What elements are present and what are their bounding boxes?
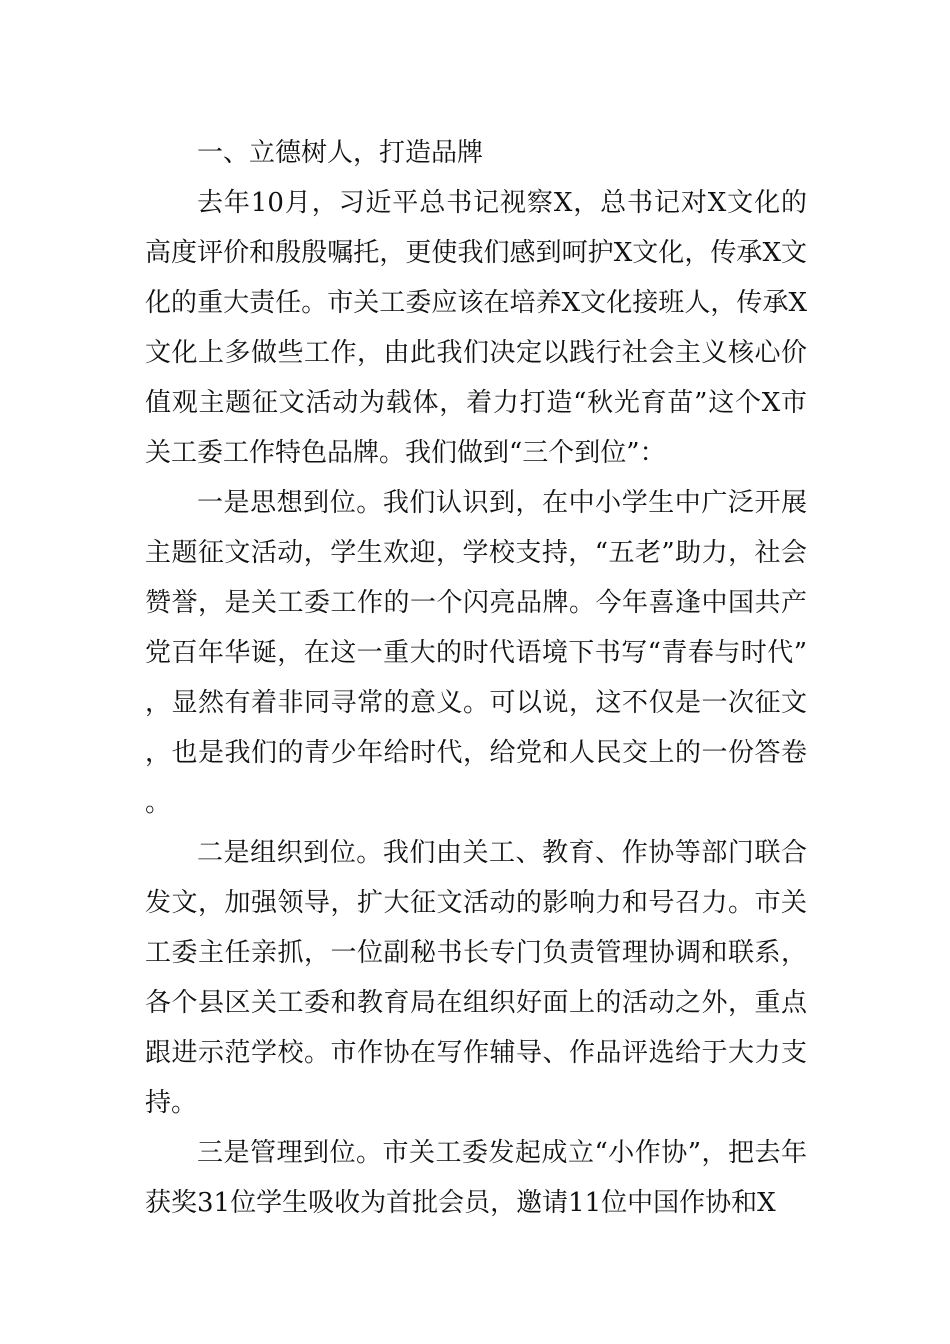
paragraph-organization: 二是组织到位。我们由关工、教育、作协等部门联合发文，加强领导，扩大征文活动的影响力和号召力。市关工委主任亲抓，一位副秘书长专门负责管理协调和联系，各个县区关工委和教育局在组织好面上的活动之外，重点跟进示范学校。市作协在写作辅导、作品评选给于大力支持。	[145, 838, 807, 1118]
paragraph-management: 三是管理到位。市关工委发起成立“小作协”，把去年获奖31位学生吸收为首批会员，邀请11位中国作协和X	[145, 1138, 807, 1218]
document-body	[145, 128, 807, 1228]
paragraph-thought: 一是思想到位。我们认识到，在中小学生中广泛开展主题征文活动，学生欢迎，学校支持，“五老”助力，社会赞誉，是关工委工作的一个闪亮品牌。今年喜逢中国共产党百年华诞，在这一重大的时代语境下书写“青春与时代”，显然有着非同寻常的意义。可以说，这不仅是一次征文，也是我们的青少年给时代，给党和人民交上的一份答卷。	[145, 488, 807, 818]
paragraph-intro: 去年10月，习近平总书记视察X，总书记对X文化的高度评价和殷殷嘱托，更使我们感到呵护X文化，传承X文化的重大责任。市关工委应该在培养X文化接班人，传承X文化上多做些工作，由此我们决定以践行社会主义核心价值观主题征文活动为载体，着力打造“秋光育苗”这个X市关工委工作特色品牌。我们做到“三个到位”：	[145, 188, 807, 468]
section-heading: 一、立德树人，打造品牌	[197, 138, 484, 168]
